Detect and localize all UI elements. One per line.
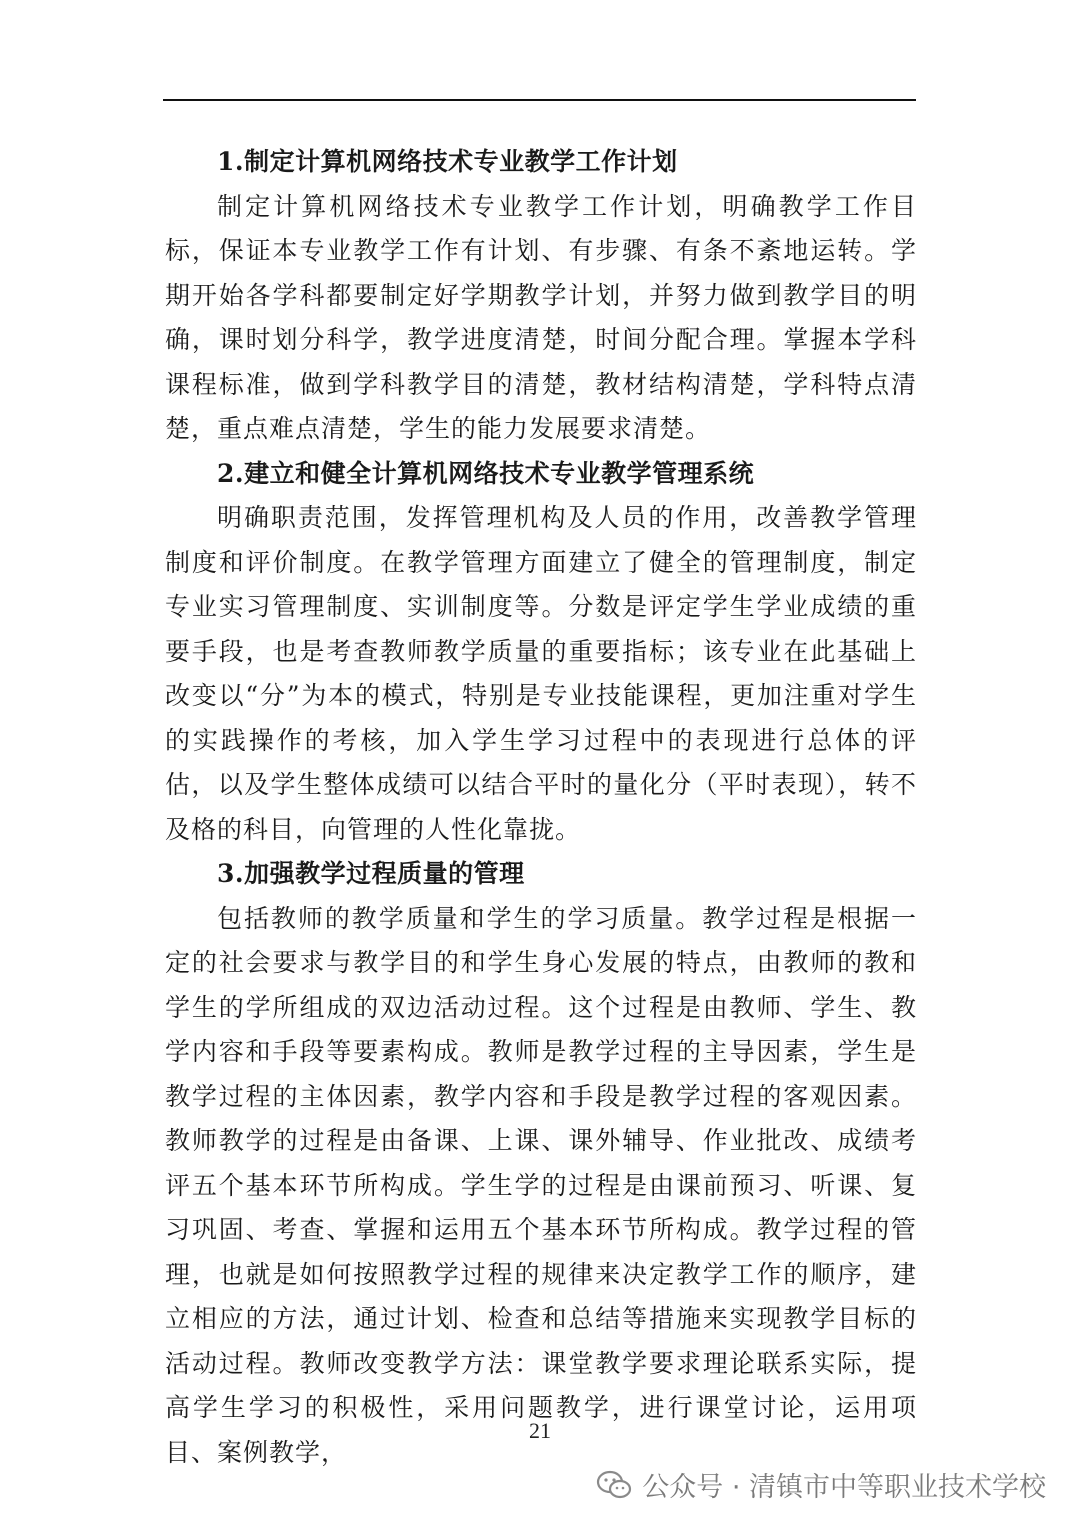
- section-paragraph-1: 制定计算机网络技术专业教学工作计划，明确教学工作目标，保证本专业教学工作有计划、有步骤、有条不紊地运转。学期开始各学科都要制定好学期教学计划，并努力做到教学目的明确，课时划分科学，教学进度清楚，时间分配合理。掌握本学科课程标准，做到学科教学目的清楚，教材结构清楚，学科特点清楚，重点难点清楚，学生的能力发展要求清楚。: [165, 191, 917, 443]
- section-paragraph-2: 明确职责范围，发挥管理机构及人员的作用，改善教学管理制度和评价制度。在教学管理方面建立了健全的管理制度，制定专业实习管理制度、实训制度等。分数是评定学生学业成绩的重要手段，也是考查教师教学质量的重要指标；该专业在此基础上改变以“分”为本的模式，特别是专业技能课程，更加注重对学生的实践操作的考核，加入学生学习过程中的表现进行总体的评估，以及学生整体成绩可以结合平时的量化分（平时表现），转不及格的科目，向管理的人性化靠拢。: [165, 503, 917, 844]
- header-rule: [163, 99, 916, 101]
- section-paragraph-3: 包括教师的教学质量和学生的学习质量。教学过程是根据一定的社会要求与教学目的和学生身心发展的特点，由教师的教和学生的学所组成的双边活动过程。这个过程是由教师、学生、教学内容和手段等要素构成。教师是教学过程的主导因素，学生是教学过程的主体因素，教学内容和手段是教学过程的客观因素。教师教学的过程是由备课、上课、课外辅导、作业批改、成绩考评五个基本环节所构成。学生学的过程是由课前预习、听课、复习巩固、考查、掌握和运用五个基本环节所构成。教学过程的管理，也就是如何按照教学过程的规律来决定教学工作的顺序，建立相应的方法，通过计划、检查和总结等措施来实现教学目标的活动过程。教师改变教学方法：课堂教学要求理论联系实际，提高学生学习的积极性，采用问题教学，进行课堂讨论，运用项目、案例教学，: [165, 903, 917, 1467]
- section-heading-3: 3.加强教学过程质量的管理: [217, 859, 525, 888]
- section-heading-1: 1.制定计算机网络技术专业教学工作计划: [217, 147, 678, 176]
- watermark: [596, 1465, 1046, 1504]
- wechat-icon: [596, 1470, 632, 1500]
- section-heading-2: 2.建立和健全计算机网络技术专业教学管理系统: [217, 458, 755, 488]
- page-number: 21: [529, 1418, 551, 1443]
- document-body: [165, 140, 917, 1475]
- watermark-text: 公众号 · 清镇市中等职业技术学校: [642, 1472, 1046, 1503]
